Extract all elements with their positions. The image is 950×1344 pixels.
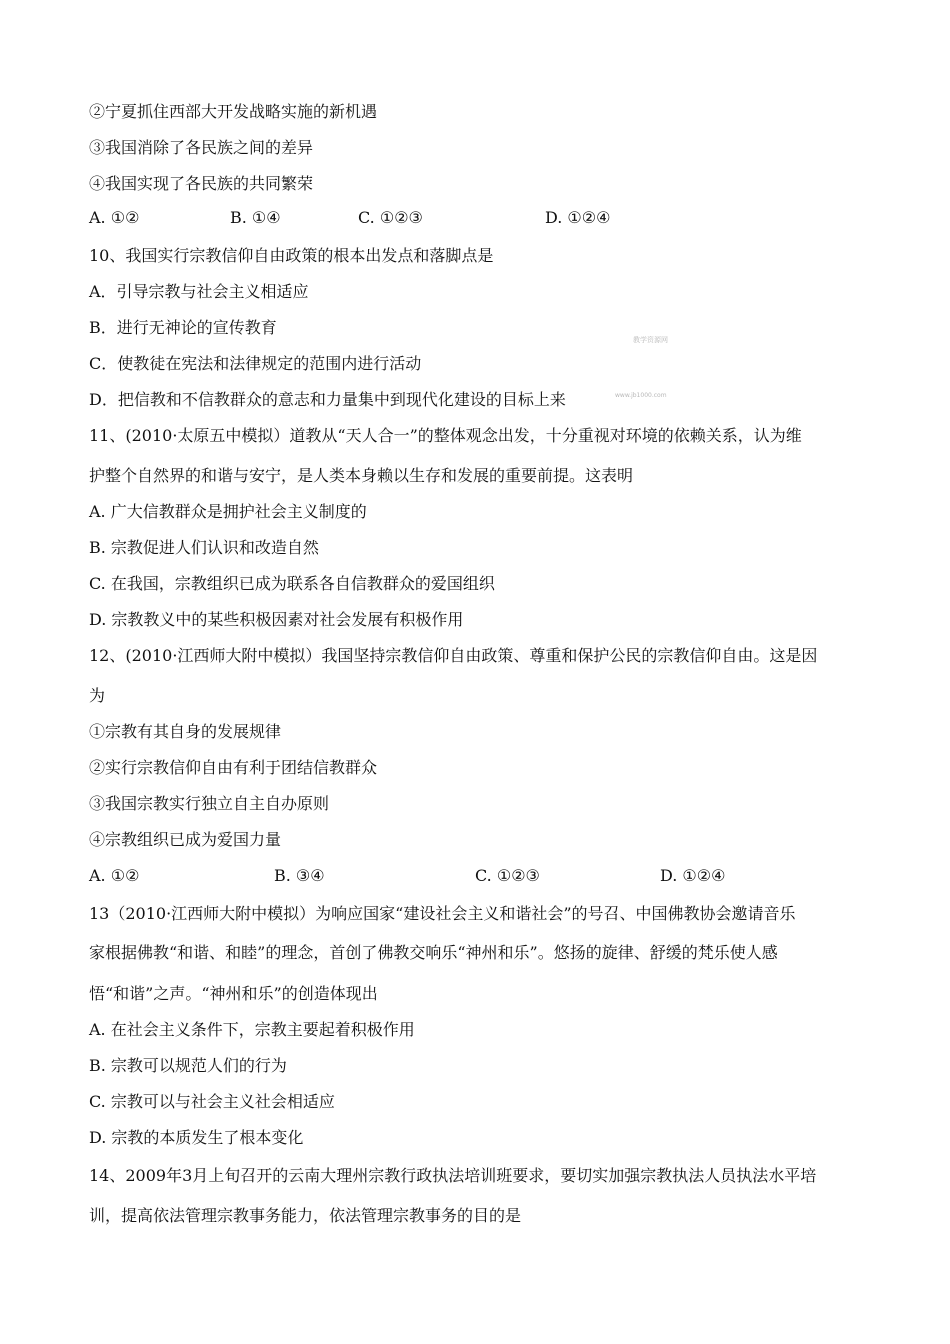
- q9-option-c: C. ①②③: [358, 208, 423, 227]
- q12-item-1: ①宗教有其自身的发展规律: [89, 722, 282, 741]
- q13-option-a: A. 在社会主义条件下，宗教主要起着积极作用: [89, 1020, 415, 1039]
- q11-option-a: A. 广大信教群众是拥护社会主义制度的: [89, 502, 367, 521]
- q9-option-b: B. ①④: [230, 208, 281, 227]
- q10-option-b: B．进行无神论的宣传教育: [89, 318, 277, 337]
- q9-option-d: D. ①②④: [545, 208, 611, 227]
- q9-option-a: A. ①②: [89, 208, 140, 227]
- q11-option-c: C. 在我国，宗教组织已成为联系各自信教群众的爱国组织: [89, 574, 495, 593]
- q9-item-2: ②宁夏抓住西部大开发战略实施的新机遇: [89, 102, 378, 121]
- q12-item-3: ③我国宗教实行独立自主自办原则: [89, 794, 330, 813]
- q13-stem-line-2: 家根据佛教“和谐、和睦”的理念，首创了佛教交响乐“神州和乐”。悠扬的旋律、舒缓的梵乐使人感: [89, 943, 778, 962]
- q10-option-c: C．使教徒在宪法和法律规定的范围内进行活动: [89, 354, 422, 373]
- q12-option-b: B. ③④: [274, 866, 325, 885]
- q11-stem-line-1: 11、(2010·太原五中模拟）道教从“天人合一”的整体观念出发，十分重视对环境的依赖关系，认为维: [89, 426, 802, 445]
- q11-option-b: B. 宗教促进人们认识和改造自然: [89, 538, 319, 557]
- q13-option-b: B. 宗教可以规范人们的行为: [89, 1056, 287, 1075]
- q13-stem-line-3: 悟“和谐”之声。“神州和乐”的创造体现出: [89, 984, 378, 1003]
- q12-stem-line-1: 12、(2010·江西师大附中模拟）我国坚持宗教信仰自由政策、尊重和保护公民的宗教信仰自由。这是因: [89, 646, 818, 665]
- q14-stem-line-1: 14、2009年3月上旬召开的云南大理州宗教行政执法培训班要求，要切实加强宗教执法人员执法水平培: [89, 1166, 817, 1185]
- q10-option-d: D．把信教和不信教群众的意志和力量集中到现代化建设的目标上来: [89, 390, 566, 409]
- watermark-text: 教学资源网: [633, 336, 668, 344]
- q12-option-d: D. ①②④: [660, 866, 726, 885]
- q10-option-a: A．引导宗教与社会主义相适应: [89, 282, 309, 301]
- watermark-url: www.jb1000.com: [615, 392, 667, 399]
- q11-stem-line-2: 护整个自然界的和谐与安宁，是人类本身赖以生存和发展的重要前提。这表明: [89, 466, 634, 485]
- q12-item-4: ④宗教组织已成为爱国力量: [89, 830, 282, 849]
- q9-item-4: ④我国实现了各民族的共同繁荣: [89, 174, 314, 193]
- q13-option-c: C. 宗教可以与社会主义社会相适应: [89, 1092, 335, 1111]
- q12-option-c: C. ①②③: [475, 866, 540, 885]
- q12-stem-line-2: 为: [89, 686, 106, 705]
- q9-item-3: ③我国消除了各民族之间的差异: [89, 138, 314, 157]
- q12-item-2: ②实行宗教信仰自由有利于团结信教群众: [89, 758, 378, 777]
- q13-stem-line-1: 13（2010·江西师大附中模拟）为响应国家“建设社会主义和谐社会”的号召、中国佛教协会邀请音乐: [89, 904, 796, 923]
- q13-option-d: D. 宗教的本质发生了根本变化: [89, 1128, 304, 1147]
- q12-option-a: A. ①②: [89, 866, 140, 885]
- q14-stem-line-2: 训，提高依法管理宗教事务能力，依法管理宗教事务的目的是: [89, 1206, 522, 1225]
- q10-stem: 10、我国实行宗教信仰自由政策的根本出发点和落脚点是: [89, 246, 494, 265]
- q11-option-d: D. 宗教教义中的某些积极因素对社会发展有积极作用: [89, 610, 464, 629]
